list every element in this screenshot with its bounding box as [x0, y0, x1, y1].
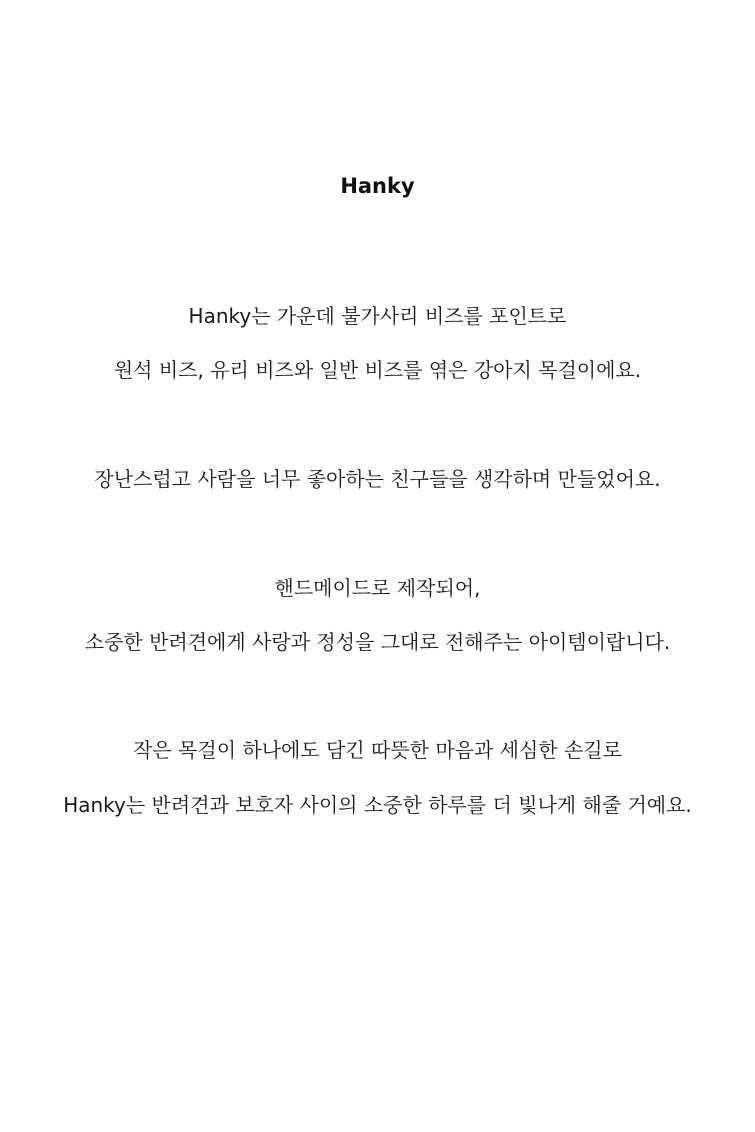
product-title: Hanky: [340, 174, 415, 198]
description-line: Hanky는 반려견과 보호자 사이의 소중한 하루를 더 빛나게 해줄 거예요.: [63, 793, 692, 817]
description-line: 작은 목걸이 하나에도 담긴 따뜻한 마음과 세심한 손길로: [133, 738, 622, 762]
description-line: 장난스럽고 사람을 너무 좋아하는 친구들을 생각하며 만들었어요.: [94, 467, 661, 491]
description-line: 원석 비즈, 유리 비즈와 일반 비즈를 엮은 강아지 목걸이에요.: [113, 358, 642, 382]
description-line: Hanky는 가운데 불가사리 비즈를 포인트로: [188, 304, 567, 328]
description-line: 소중한 반려견에게 사랑과 정성을 그대로 전해주는 아이템이랍니다.: [84, 630, 671, 654]
description-line: 핸드메이드로 제작되어,: [274, 576, 481, 600]
